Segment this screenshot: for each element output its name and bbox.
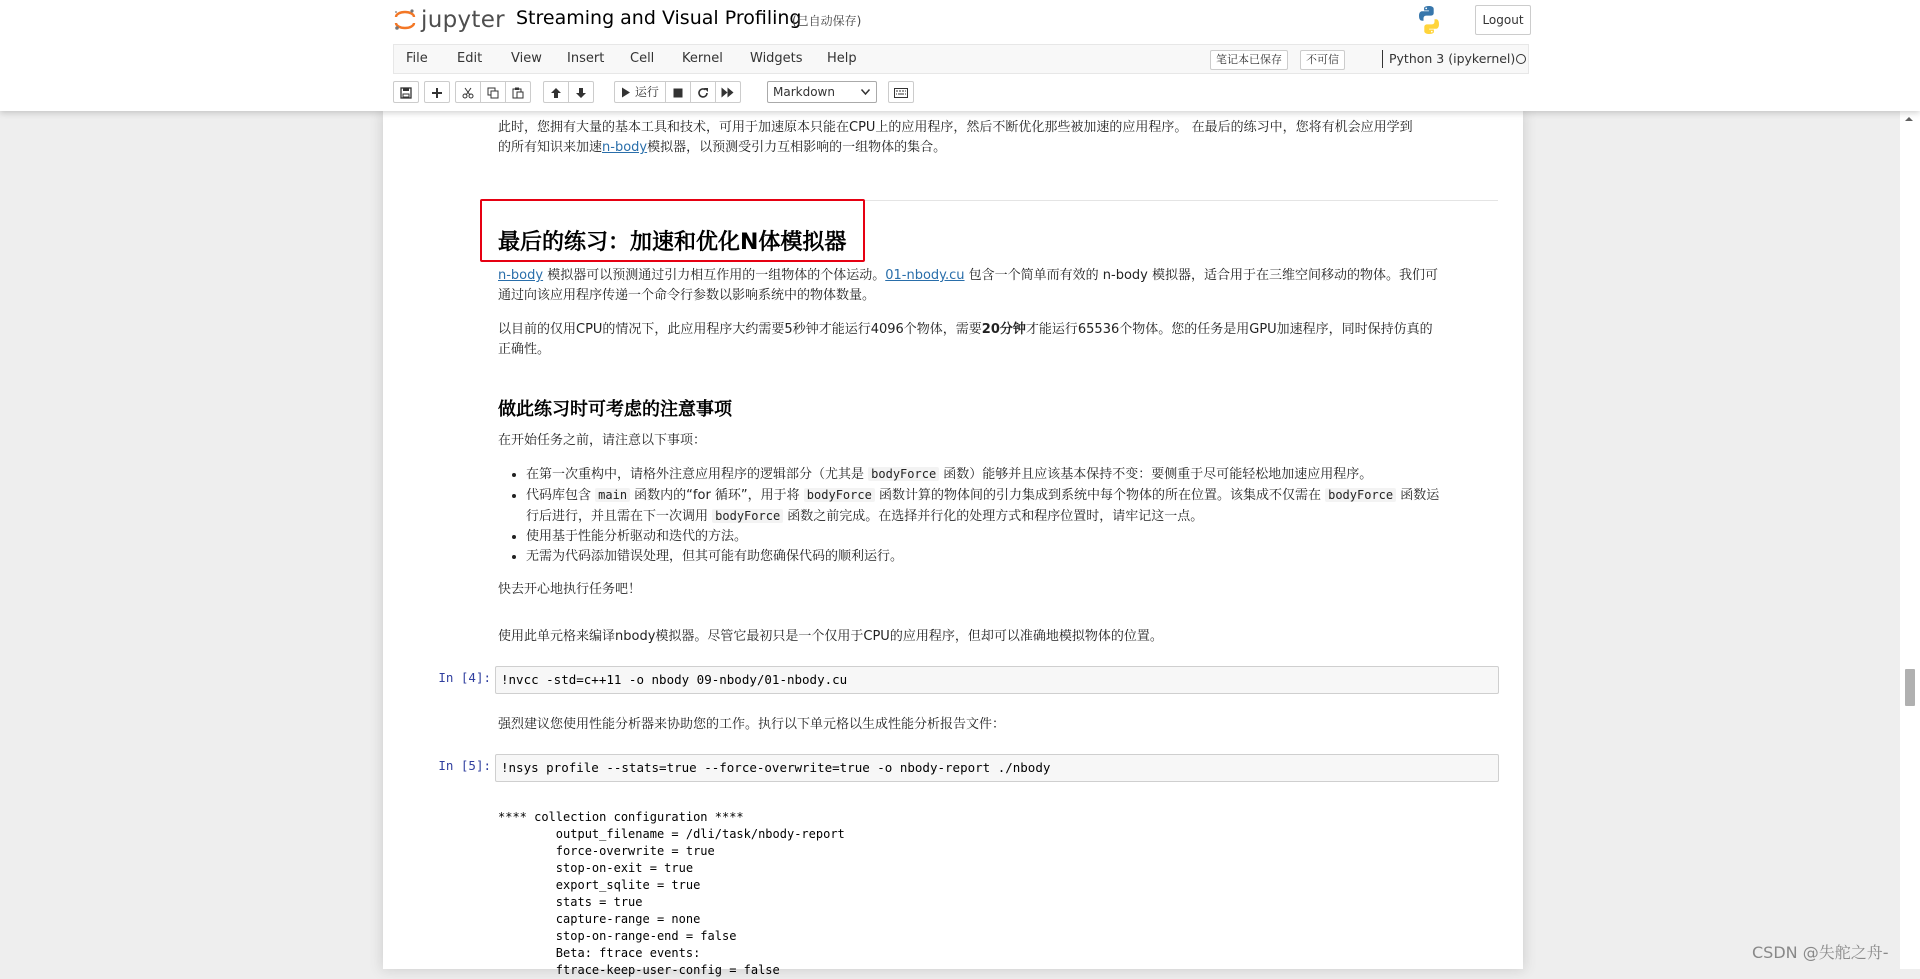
- notebook-toolbar: [393, 81, 1529, 107]
- autosave-status: (已自动保存): [792, 14, 862, 28]
- output-line: ftrace-keep-user-config = false: [498, 963, 780, 977]
- profiler-note: 强烈建议您使用性能分析器来协助您的工作。执行以下单元格以生成性能分析报告文件：: [498, 717, 1006, 732]
- inline-code: bodyForce: [868, 467, 939, 481]
- nbody-file-link[interactable]: 01-nbody.cu: [885, 268, 965, 283]
- paste-button[interactable]: [505, 81, 531, 103]
- cut-button[interactable]: [455, 81, 481, 103]
- menu-help[interactable]: Help: [827, 51, 857, 66]
- performance-line-1: [498, 320, 1498, 340]
- chevron-down-icon: [861, 89, 870, 95]
- list-item: • 使用基于性能分析驱动和迭代的方法。: [526, 527, 1526, 547]
- scrollbar-thumb[interactable]: [1905, 669, 1915, 706]
- nbody-description-text-2: 包含一个简单而有效的 n-body 模拟器，适合用于在三维空间移动的物体。我们可: [964, 268, 1439, 283]
- output-line: force-overwrite = true: [498, 844, 715, 858]
- menu-cell[interactable]: Cell: [630, 51, 655, 66]
- cell-5-prompt: In [5]:: [438, 758, 491, 773]
- paste-icon: [512, 87, 524, 99]
- intro-text-end: 模拟器，以预测受引力互相影响的一组物体的集合。: [647, 140, 947, 155]
- python-logo-icon: [1413, 4, 1445, 36]
- list-text: 函数内的“for 循环”，用于将: [630, 488, 804, 503]
- arrow-down-icon: [575, 87, 587, 99]
- list-text: 函数之前完成。在选择并行化的处理方式和程序位置时，请牢记这一点。: [783, 509, 1204, 524]
- go-text: 快去开心地执行任务吧！: [498, 582, 642, 597]
- insert-cell-button[interactable]: [424, 81, 450, 103]
- list-text: 函数运: [1396, 488, 1440, 503]
- cell-4-prompt: In [4]:: [438, 670, 491, 685]
- menu-widgets[interactable]: Widgets: [750, 51, 803, 66]
- arrow-up-icon: [550, 87, 562, 99]
- cell-type-value: Markdown: [773, 85, 835, 99]
- plus-icon: [431, 87, 443, 99]
- list-item: [526, 464, 1526, 485]
- jupyter-logo-icon: [393, 8, 417, 32]
- list-text: 函数计算的物体间的引力集成到系统中每个物体的所在位置。该集成不仅需在: [874, 488, 1326, 503]
- nbody-wiki-link[interactable]: n-body: [498, 268, 544, 283]
- logout-button[interactable]: Logout: [1475, 5, 1531, 35]
- scroll-up-arrow-icon[interactable]: [1903, 114, 1915, 124]
- red-highlight-box: [480, 199, 865, 262]
- output-line: stats = true: [498, 895, 643, 909]
- nbody-link[interactable]: n-body: [602, 140, 648, 155]
- performance-text-2: 才能运行65536个物体。您的任务是用GPU加速程序，同时保持仿真的: [1025, 322, 1433, 337]
- list-text: 代码库包含: [526, 488, 596, 503]
- restart-button[interactable]: [690, 81, 716, 103]
- code-cell-5-source: !nsys profile --stats=true --force-overwrite=true -o nbody-report ./nbody: [501, 760, 1051, 775]
- code-cell-4-source: !nvcc -std=c++11 -o nbody 09-nbody/01-nbody.cu: [501, 672, 848, 687]
- performance-line-2: 正确性。: [498, 342, 551, 357]
- kernel-idle-icon: [1516, 54, 1526, 64]
- considerations-list: [498, 464, 1526, 567]
- output-line: output_filename = /dli/task/nbody-report: [498, 827, 845, 841]
- menu-edit[interactable]: Edit: [457, 51, 483, 66]
- list-text: 在第一次重构中，请格外注意应用程序的逻辑部分（尤其是: [526, 467, 869, 482]
- performance-bold-time: 20分钟: [981, 322, 1026, 337]
- cell-type-select[interactable]: [767, 81, 877, 103]
- output-line: stop-on-exit = true: [498, 861, 694, 875]
- nbody-description-line-2: 通过向该应用程序传递一个命令行参数以影响系统中的物体数量。: [498, 288, 876, 303]
- copy-icon: [487, 87, 499, 99]
- fast-forward-icon: [721, 87, 734, 98]
- compile-note: 使用此单元格来编译nbody模拟器。尽管它最初只是一个仅用于CPU的应用程序，但却可以准确地模拟物体的位置。: [498, 629, 1163, 644]
- performance-text: 以目前的仅用CPU的情况下，此应用程序大约需要5秒钟才能运行4096个物体，需要: [498, 322, 982, 337]
- code-cell-4[interactable]: [495, 666, 1499, 694]
- nbody-description-cell[interactable]: [498, 266, 1498, 306]
- code-cell-5[interactable]: [495, 754, 1499, 782]
- interrupt-button[interactable]: [665, 81, 691, 103]
- restart-run-all-button[interactable]: [715, 81, 741, 103]
- keyboard-icon: [894, 88, 908, 98]
- intro-line-1: 此时，您拥有大量的基本工具和技术，可用于加速原本只能在CPU上的应用程序，然后不断优化那些被加速的应用程序。 在最后的练习中，您将有机会应用学到: [498, 120, 1413, 135]
- output-line: stop-on-range-end = false: [498, 929, 737, 943]
- menu-insert[interactable]: Insert: [567, 51, 605, 66]
- inline-code: bodyForce: [712, 509, 783, 523]
- output-line: Beta: ftrace events:: [498, 946, 701, 960]
- output-line: capture-range = none: [498, 912, 701, 926]
- performance-description-cell[interactable]: [498, 320, 1498, 360]
- header-top-bar: [0, 0, 1920, 44]
- notebook-title[interactable]: Streaming and Visual Profiling: [516, 7, 802, 29]
- stop-icon: [673, 88, 683, 98]
- considerations-heading: 做此练习时可考虑的注意事项: [498, 399, 732, 420]
- menu-file[interactable]: File: [406, 51, 428, 66]
- nbody-description-text: 模拟器可以预测通过引力相互作用的一组物体的个体运动。: [543, 268, 886, 283]
- menu-view[interactable]: View: [511, 51, 542, 66]
- save-icon: [400, 87, 412, 99]
- notebook-saved-indicator: 笔记本已保存: [1210, 50, 1288, 70]
- csdn-watermark: CSDN @失舵之舟-: [1752, 943, 1889, 962]
- output-line: export_sqlite = true: [498, 878, 701, 892]
- trusted-indicator[interactable]: 不可信: [1300, 50, 1345, 70]
- command-palette-button[interactable]: [888, 81, 914, 103]
- nbody-description-line-1: [498, 266, 1498, 286]
- intro-text: 的所有知识来加速: [498, 140, 603, 155]
- restart-icon: [697, 87, 709, 99]
- cut-icon: [462, 87, 474, 99]
- inline-code: bodyForce: [804, 488, 875, 502]
- run-button-label: 运行: [634, 85, 659, 99]
- output-line: **** collection configuration ****: [498, 810, 744, 824]
- copy-button[interactable]: [480, 81, 506, 103]
- list-text: 函数）能够并且应该基本保持不变：要侧重于尽可能轻松地加速应用程序。: [939, 467, 1373, 482]
- kernel-name: Python 3 (ipykernel): [1389, 51, 1516, 66]
- intro-line-2: [498, 138, 1498, 158]
- move-up-button[interactable]: [543, 81, 569, 103]
- save-button[interactable]: [393, 81, 419, 103]
- list-item: • 无需为代码添加错误处理，但其可能有助您确保代码的顺利运行。: [526, 547, 1526, 567]
- list-text: 行后进行，并且需在下一次调用: [526, 509, 713, 524]
- page-scrollbar[interactable]: [1900, 111, 1920, 969]
- move-down-button[interactable]: [568, 81, 594, 103]
- menu-bar: [393, 44, 1529, 74]
- notebook-header: [0, 0, 1920, 111]
- considerations-intro: 在开始任务之前，请注意以下事项：: [498, 433, 707, 448]
- jupyter-logo[interactable]: [393, 4, 503, 38]
- intro-markdown-cell[interactable]: [498, 118, 1498, 158]
- inline-code: bodyForce: [1325, 488, 1396, 502]
- run-button[interactable]: [614, 81, 666, 103]
- final-exercise-heading: 最后的练习：加速和优化N体模拟器: [498, 230, 847, 255]
- menu-kernel[interactable]: Kernel: [682, 51, 723, 66]
- list-item: [526, 485, 1526, 527]
- kernel-separator: [1382, 50, 1383, 68]
- play-icon: [621, 87, 631, 98]
- inline-code: main: [595, 488, 630, 502]
- notebook-container: [383, 111, 1523, 977]
- cell-5-output: [498, 809, 1498, 979]
- jupyter-logo-text: jupyter: [421, 7, 505, 33]
